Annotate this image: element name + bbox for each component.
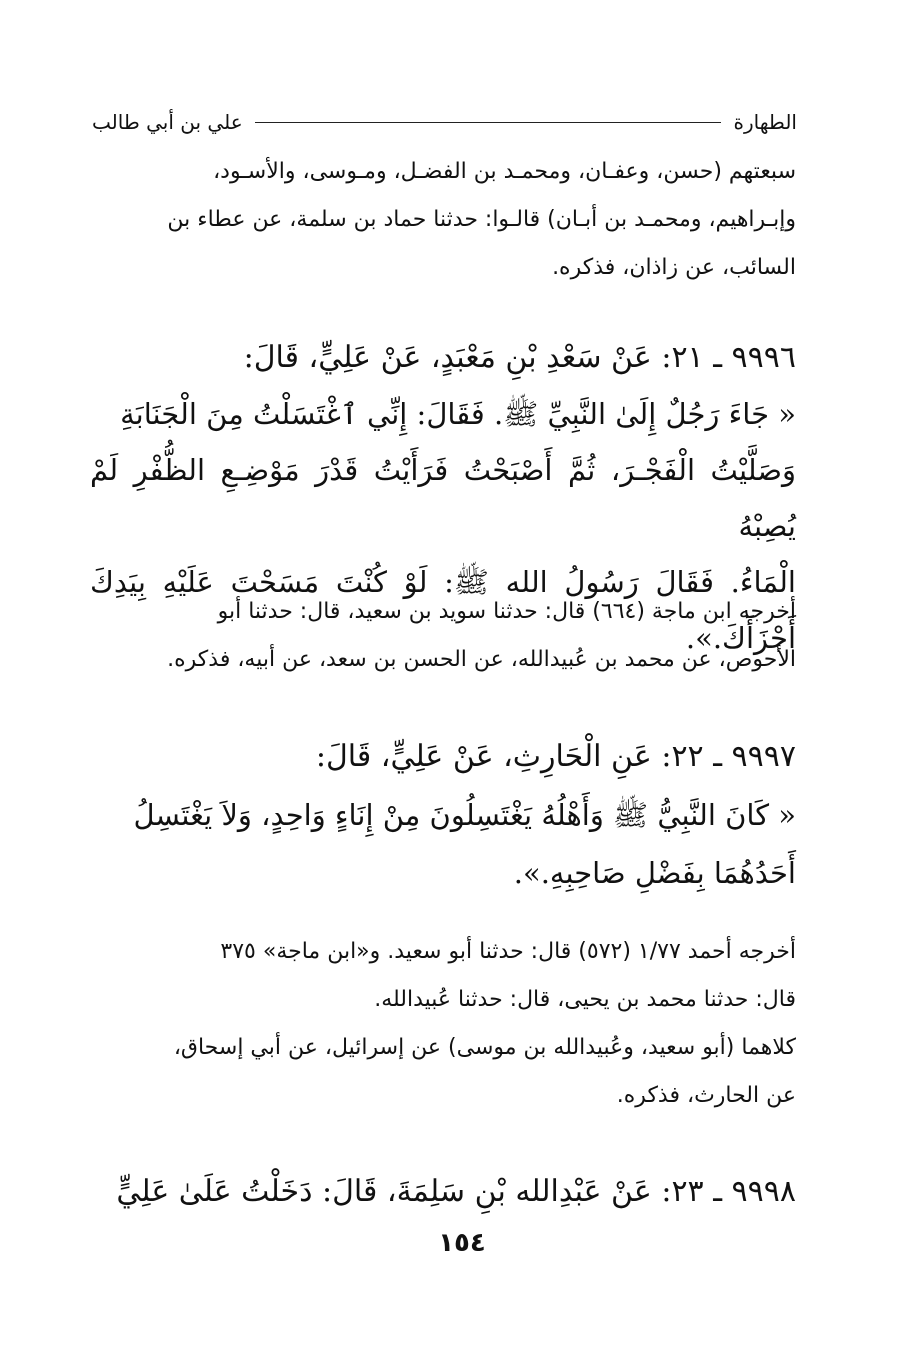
hadith-text-line: أَحَدُهُمَا بِفَضْلِ صَاحِبِهِ.». (513, 856, 796, 890)
takhrij-line: أخرجه ابن ماجة (٦٦٤) قال: حدثنا سويد بن سعيد، قال: حدثنا أبو (217, 599, 796, 624)
takhrij-line: أخرجه أحمد ١/٧٧ (٥٧٢) قال: حدثنا أبو سعيد. و«ابن ماجة» ٣٧٥ (220, 939, 796, 964)
hadith-heading: ٩٩٩٧ ـ ٢٢: عَنِ الْحَارِثِ، عَنْ عَلِيٍّ، قَالَ: (315, 739, 796, 774)
hadith-text-line: الْمَاءُ. فَقَالَ رَسُولُ الله ﷺ: لَوْ كُنْتَ مَسَحْتَ عَلَيْهِ بِيَدِكَ أَجْزَأَكَ.». (90, 565, 796, 655)
hadith-9998 (90, 1164, 796, 1220)
hadith-heading: ٩٩٩٨ ـ ٢٣: عَنْ عَبْدِالله بْنِ سَلِمَةَ، قَالَ: دَخَلْتُ عَلَىٰ عَلِيٍّ (116, 1174, 796, 1209)
hadith-text-line: « كَانَ النَّبِيُّ ﷺ وَأَهْلُهُ يَغْتَسِلُونَ مِنْ إِنَاءٍ وَاحِدٍ، وَلاَ يَغْتَسِلُ (133, 798, 796, 832)
header-rule (255, 122, 722, 123)
takhrij-line: كلاهما (أبو سعيد، وعُبيدالله بن موسى) عن إسرائيل، عن أبي إسحاق، (173, 1035, 796, 1060)
book-title: علي بن أبي طالب (92, 110, 243, 134)
hadith-heading: ٩٩٩٦ ـ ٢١: عَنْ سَعْدِ بْنِ مَعْبَدٍ، عَنْ عَلِيٍّ، قَالَ: (243, 340, 796, 375)
chapter-title: الطهارة (733, 110, 797, 134)
text-line: سبعتهم (حسن، وعفـان، ومحمـد بن الفضـل، ومـوسى، والأسـود، (213, 159, 796, 184)
hadith-9997 (90, 728, 796, 902)
takhrij-9997 (90, 928, 796, 1120)
running-header (92, 104, 797, 140)
hadith-text-line: « جَاءَ رَجُلٌ إِلَىٰ النَّبِيِّ ﷺ. فَقَالَ: إِنِّي ٱغْتَسَلْتُ مِنَ الْجَنَابَةِ (120, 397, 796, 431)
takhrij-line: عن الحارث، فذكره. (616, 1083, 796, 1108)
takhrij-line: قال: حدثنا محمد بن يحيى، قال: حدثنا عُبيدالله. (374, 987, 796, 1012)
text-line: السائب، عن زاذان، فذكره. (552, 255, 796, 280)
intro-note (90, 148, 796, 292)
page-number: ١٥٤ (438, 1228, 486, 1258)
takhrij-9996 (90, 588, 796, 684)
hadith-text-line: وَصَلَّيْتُ الْفَجْـرَ، ثُمَّ أَصْبَحْتُ فَرَأَيْتُ قَدْرَ مَوْضِـعِ الظُّفْرِ لَمْ يُصِبْهُ (90, 453, 796, 543)
takhrij-line: الأحوص، عن محمد بن عُبيدالله، عن الحسن بن سعد، عن أبيه، فذكره. (167, 647, 796, 672)
text-line: وإبـراهيم، ومحمـد بن أبـان) قالـوا: حدثنا حماد بن سلمة، عن عطاء بن (167, 207, 796, 232)
